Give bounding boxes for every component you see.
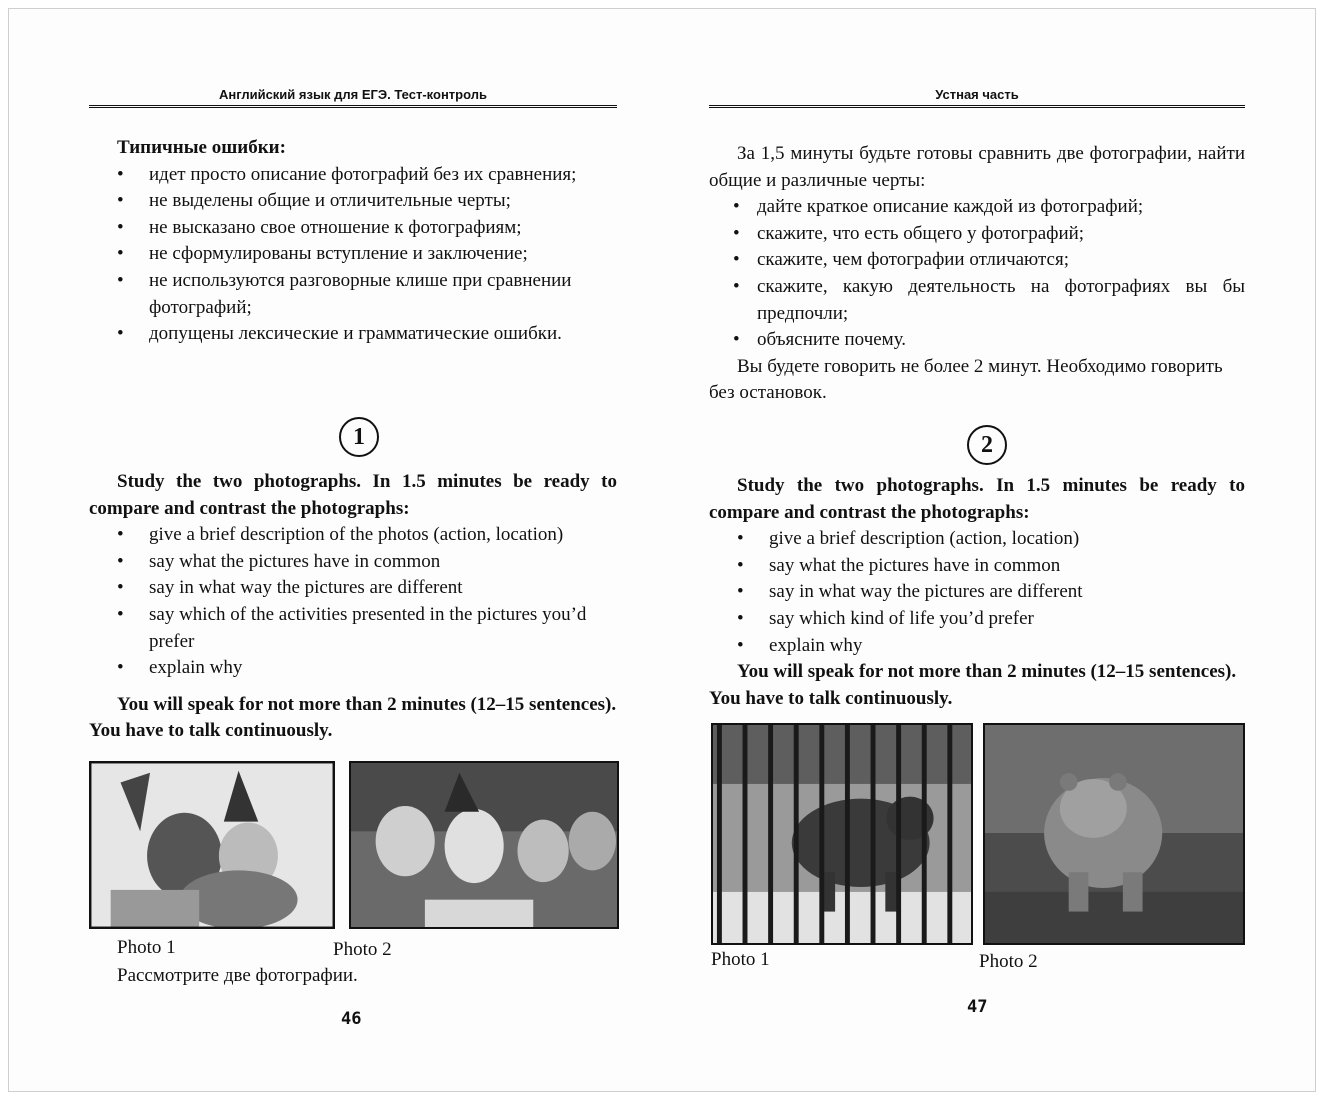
task-closing: You will speak for not more than 2 minutes (12–15 sentences). You have to talk continuously.: [89, 693, 617, 742]
list-item: • не сформулированы вступление и заключение;: [89, 241, 617, 268]
list-item: • explain why: [709, 633, 1245, 660]
photo-birthday-party: [349, 761, 619, 929]
photo-bear-in-wild: [983, 723, 1245, 945]
right-page: [709, 9, 1245, 1091]
photo2-caption-right: Photo 2: [979, 951, 1038, 972]
task-2-section: [709, 473, 1245, 712]
task-items-list: [709, 526, 1245, 659]
list-item: • скажите, что есть общего у фотографий;: [709, 221, 1245, 248]
photo-bear-in-cage: [711, 723, 973, 945]
photo1-caption-left: Photo 1: [117, 937, 176, 958]
page-number-left: 46: [341, 1009, 362, 1029]
list-item: • скажите, чем фотографии отличаются;: [709, 247, 1245, 274]
errors-heading: Типичные ошибки:: [117, 137, 286, 158]
list-item: • explain why: [89, 655, 617, 682]
photo-bear-in-wild-image: [985, 725, 1243, 943]
intro-items-list: [709, 194, 1245, 354]
list-item: • give a brief description of the photos (action, location): [89, 522, 617, 549]
photo-birthday-baby: [89, 761, 335, 929]
list-item: • say which kind of life you’d prefer: [709, 606, 1245, 633]
list-item: • say what the pictures have in common: [89, 549, 617, 576]
list-item: • give a brief description (action, location): [709, 526, 1245, 553]
footer-text-left: Рассмотрите две фотографии.: [117, 965, 358, 986]
photo-birthday-baby-image: [91, 763, 333, 927]
photo-birthday-party-image: [351, 763, 617, 927]
list-item: • объясните почему.: [709, 327, 1245, 354]
running-head-right: Устная часть: [935, 87, 1019, 102]
task-number-badge: 2: [967, 425, 1007, 465]
typical-errors-section: [89, 135, 617, 348]
list-item: • не выделены общие и отличительные черты;: [89, 188, 617, 215]
task-number-badge: 1: [339, 417, 379, 457]
book-spread: [8, 8, 1316, 1092]
photo1-caption-right: Photo 1: [711, 949, 770, 970]
list-item: • не высказано свое отношение к фотографиям;: [89, 215, 617, 242]
running-head-left: Английский язык для ЕГЭ. Тест-контроль: [219, 87, 487, 102]
list-item: • допущены лексические и грамматические ошибки.: [89, 321, 617, 348]
header-rule-right: [709, 105, 1245, 108]
list-item: • say what the pictures have in common: [709, 553, 1245, 580]
list-item: • идет просто описание фотографий без их сравнения;: [89, 162, 617, 189]
list-item: • say in what way the pictures are different: [89, 575, 617, 602]
task-heading: Study the two photographs. In 1.5 minutes be ready to compare and contrast the photographs:: [709, 475, 1245, 523]
list-item: • скажите, какую деятельность на фотографиях вы бы предпочли;: [709, 274, 1245, 327]
list-item: • дайте краткое описание каждой из фотографий;: [709, 194, 1245, 221]
list-item: • say in what way the pictures are different: [709, 579, 1245, 606]
intro-closing: Вы будете говорить не более 2 минут. Необходимо говорить без остановок.: [709, 355, 1223, 404]
instructions-ru-section: [709, 141, 1245, 407]
header-rule-left: [89, 105, 617, 108]
task-1-section: [89, 469, 617, 745]
photo-bear-in-cage-image: [713, 725, 971, 943]
task-closing: You will speak for not more than 2 minutes (12–15 sentences). You have to talk continuously.: [709, 661, 1237, 709]
page-number-right: 47: [967, 997, 988, 1017]
left-page: [89, 9, 617, 1091]
list-item: • не используются разговорные клише при сравнении фотографий;: [89, 268, 617, 321]
task-items-list: [89, 522, 617, 682]
photo2-caption-left: Photo 2: [333, 939, 392, 960]
errors-list: [89, 162, 617, 348]
list-item: • say which of the activities presented in the pictures you’d prefer: [89, 602, 617, 655]
intro-text: За 1,5 минуты будьте готовы сравнить две фотографии, найти общие и различные черты:: [709, 143, 1245, 191]
task-heading: Study the two photographs. In 1.5 minutes be ready to compare and contrast the photographs:: [89, 471, 617, 519]
